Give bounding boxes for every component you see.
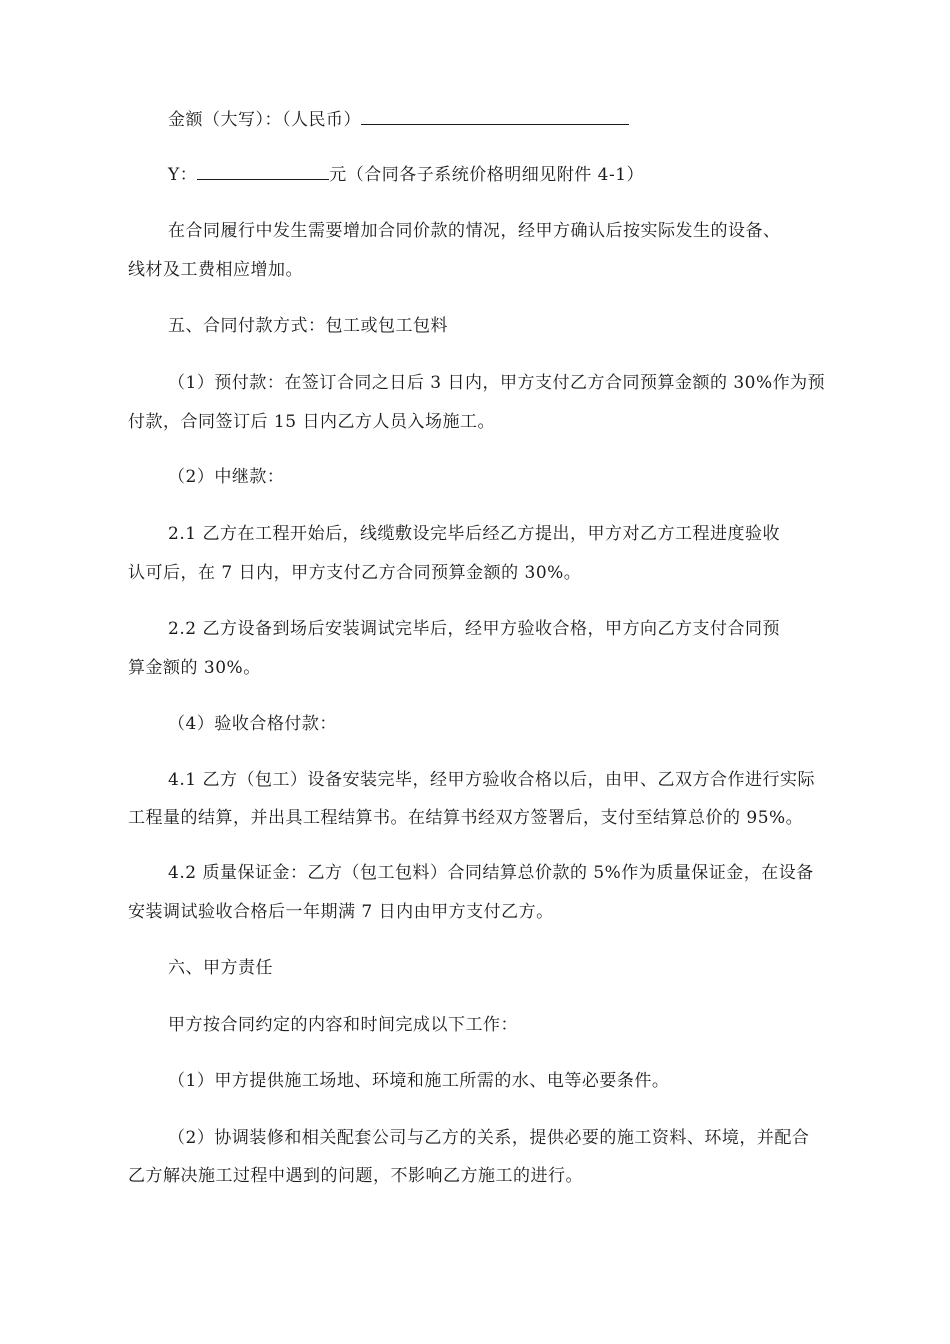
clause-2-1-line-1: 2.1 乙方在工程开始后，线缆敷设完毕后经乙方提出，甲方对乙方工程进度验收 — [168, 524, 780, 544]
prepayment-line-1: （1）预付款：在签订合同之日后 3 日内，甲方支付乙方合同预算金额的 30%作为预 — [168, 373, 826, 393]
acceptance-payment-title: （4）验收合格付款： — [168, 714, 337, 734]
clause-4-2-line-2: 安装调试验收合格后一年期满 7 日内由甲方支付乙方。 — [128, 902, 554, 922]
amount-words-label: 金额（大写）：（人民币） — [168, 110, 361, 130]
clause-4-2-line-1: 4.2 质量保证金：乙方（包工包料）合同结算总价款的 5%作为质量保证金，在设备 — [168, 863, 814, 883]
amount-yen-prefix: Y： — [168, 165, 198, 185]
amount-words-blank[interactable] — [361, 106, 629, 125]
amount-yen-line — [168, 161, 644, 187]
clause-2-2-line-1: 2.2 乙方设备到场后安装调试完毕后，经甲方验收合格，甲方向乙方支付合同预 — [168, 619, 780, 639]
clause-2-2-line-2: 算金额的 30%。 — [128, 658, 261, 678]
responsibility-2-line-2: 乙方解决施工过程中遇到的问题，不影响乙方施工的进行。 — [128, 1166, 583, 1186]
clause-4-1-line-2: 工程量的结算，并出具工程结算书。在结算书经双方签署后，支付至结算总价的 95%。 — [128, 808, 804, 828]
prepayment-line-2: 付款，合同签订后 15 日内乙方人员入场施工。 — [128, 412, 495, 432]
clause-4-1-line-1: 4.1 乙方（包工）设备安装完毕，经甲方验收合格以后，由甲、乙双方合作进行实际 — [168, 770, 815, 790]
increase-paragraph-line-1: 在合同履行中发生需要增加合同价款的情况，经甲方确认后按实际发生的设备、 — [168, 221, 781, 241]
amount-yen-blank[interactable] — [197, 161, 329, 180]
amount-yen-suffix: 元（合同各子系统价格明细见附件 4-1） — [329, 165, 645, 185]
section-6-title: 六、甲方责任 — [168, 958, 273, 978]
section-6-intro: 甲方按合同约定的内容和时间完成以下工作： — [168, 1015, 518, 1035]
responsibility-2-line-1: （2）协调装修和相关配套公司与乙方的关系，提供必要的施工资料、环境，并配合 — [168, 1128, 810, 1148]
clause-2-1-line-2: 认可后，在 7 日内，甲方支付乙方合同预算金额的 30%。 — [128, 563, 582, 583]
interim-payment-title: （2）中继款： — [168, 467, 285, 487]
section-5-title: 五、合同付款方式：包工或包工包料 — [168, 316, 448, 336]
increase-paragraph-line-2: 线材及工费相应增加。 — [128, 260, 303, 280]
amount-words-line — [168, 106, 629, 132]
responsibility-1: （1）甲方提供施工场地、环境和施工所需的水、电等必要条件。 — [168, 1071, 670, 1091]
